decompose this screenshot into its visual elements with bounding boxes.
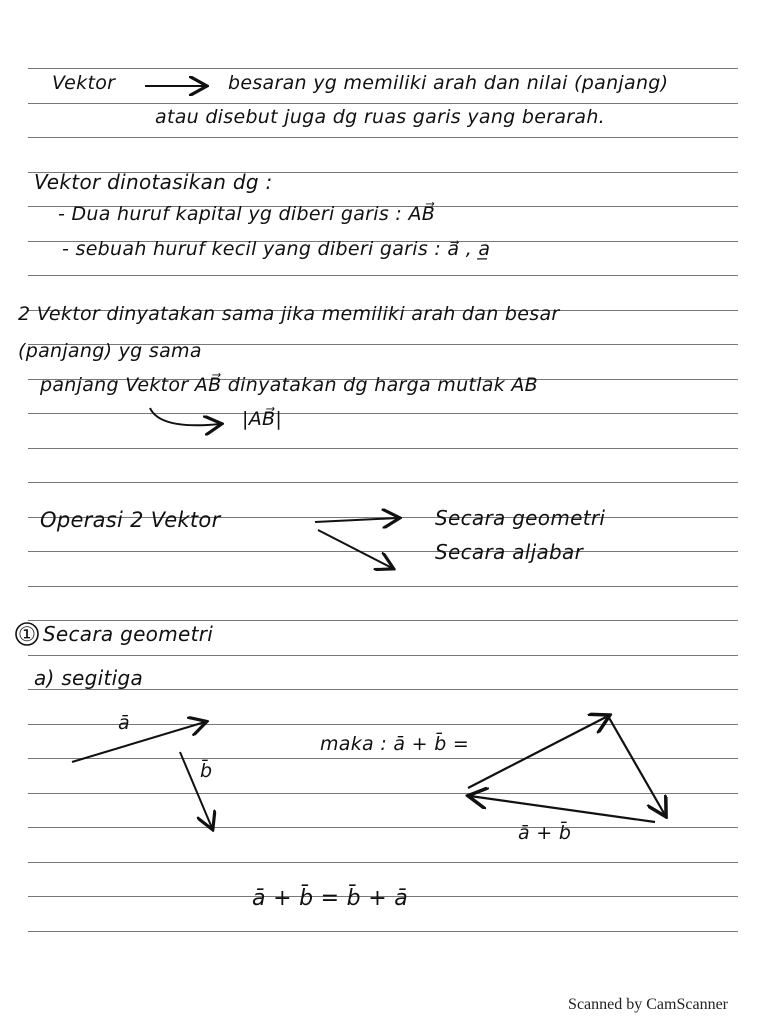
arrow-aljabar [318,530,392,568]
equality-line-1: 2 Vektor dinyatakan sama jika memiliki arah dan besar [18,303,560,325]
circled-one [16,623,38,645]
arrow-geometri [315,518,398,522]
triangle-b [608,716,665,815]
section-geometri: ① Secara geometri [18,622,214,646]
vector-b [180,752,212,828]
definition-cont: atau disebut juga dg ruas garis yang berarah. [155,106,605,128]
commutative-law: ā + b̄ = b̄ + ā [252,886,409,911]
length-abs: |AB⃗| [242,408,283,430]
notation-title: Vektor dinotasikan dg : [34,170,273,194]
notation-item-2: - sebuah huruf kecil yang diberi garis : a⃗ , a̲ [62,238,491,260]
definition: besaran yg memiliki arah dan nilai (panjang) [228,72,669,94]
triangle-a [468,716,608,788]
term-vektor: Vektor [52,72,116,94]
operasi-aljabar: Secara aljabar [435,540,584,564]
operasi-geometri: Secara geometri [435,506,606,530]
label-vec-a: ā [118,712,130,734]
arrow-abs [150,408,220,425]
length-line: panjang Vektor AB⃗ dinyatakan dg harga mutlak AB [40,374,538,396]
triangle-sum [470,796,655,822]
vector-a [72,722,205,762]
equality-line-2: (panjang) yg sama [18,340,202,362]
operasi-title: Operasi 2 Vektor [40,508,221,532]
sum-label: ā + b̄ [518,822,572,844]
label-vec-b: b̄ [200,760,213,782]
maka-text: maka : ā + b̄ = [320,733,470,755]
scanner-watermark: Scanned by CamScanner [568,996,728,1013]
notation-item-1: - Dua huruf kapital yg diberi garis : AB⃗ [58,203,436,225]
sub-segitiga: a) segitiga [34,666,144,690]
